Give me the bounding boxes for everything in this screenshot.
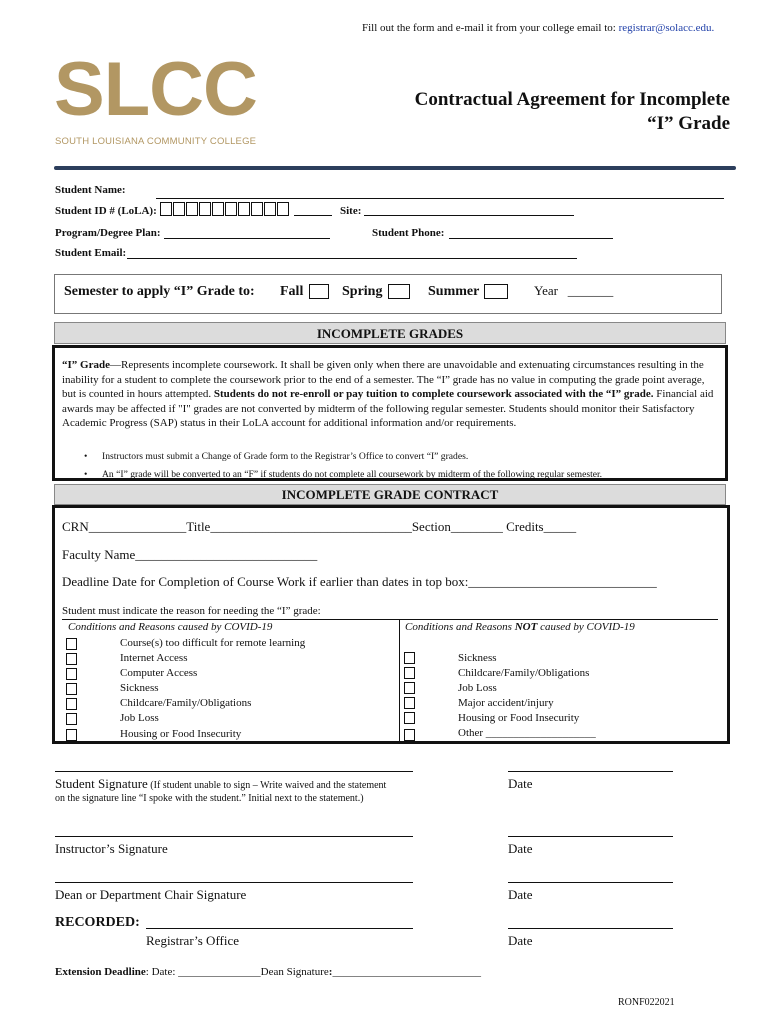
registrar-email-link[interactable]: registrar@solacc.edu. — [618, 22, 715, 34]
covid-reason-checkbox[interactable] — [66, 683, 77, 695]
incomplete-grades-heading: INCOMPLETE GRADES — [54, 322, 726, 344]
site-label: Site: — [340, 205, 362, 217]
email-label: Student Email: — [55, 247, 127, 259]
logo-subtitle: SOUTH LOUISIANA COMMUNITY COLLEGE — [55, 136, 257, 147]
instructor-signature-label: Instructor’s Signature — [55, 841, 168, 856]
list-item: Housing or Food Insecurity — [458, 712, 580, 725]
noncovid-reason-checkbox[interactable] — [404, 667, 415, 679]
list-item: Computer Access — [120, 667, 198, 680]
program-label: Program/Degree Plan: — [55, 227, 161, 239]
student-id-underline — [294, 215, 332, 216]
student-id-label: Student ID # (LoLA): — [55, 205, 157, 217]
noncovid-reason-checkbox[interactable] — [404, 682, 415, 694]
extension-deadline[interactable]: Extension Deadline: Date: _______________Dean Signature:___________________________ — [55, 966, 481, 978]
covid-reason-list — [120, 636, 305, 742]
phone-label: Student Phone: — [372, 227, 445, 239]
faculty-name-field[interactable]: Faculty Name____________________________ — [62, 547, 318, 562]
covid-reason-checkbox[interactable] — [66, 668, 77, 680]
list-item: Internet Access — [120, 652, 188, 665]
program-field[interactable] — [164, 238, 330, 239]
instructor-date-label: Date — [508, 841, 533, 856]
noncovid-heading: Conditions and Reasons NOT caused by COVID-19 — [405, 621, 635, 633]
incomplete-bullets — [84, 448, 724, 484]
bullet-item: • An “I” grade will be converted to an “F” if students do not complete all coursework by midterm of the following regular semester. — [84, 469, 603, 480]
recorded-label: RECORDED: — [55, 915, 140, 930]
instructor-signature-line[interactable] — [55, 836, 413, 837]
crn-title-section-credits[interactable]: CRN_______________Title_______________________________Section________ Credits_____ — [62, 519, 577, 534]
site-field[interactable] — [364, 215, 574, 216]
spring-checkbox[interactable] — [388, 284, 410, 299]
form-title: Contractual Agreement for Incomplete “I” Grade — [414, 89, 730, 134]
contract-heading: INCOMPLETE GRADE CONTRACT — [54, 484, 726, 505]
bullet-item: • Instructors must submit a Change of Grade form to the Registrar’s Office to convert “I” grades. — [84, 451, 469, 462]
covid-reason-checkbox[interactable] — [66, 713, 77, 725]
reason-intro: Student must indicate the reason for needing the “I” grade: — [62, 605, 321, 617]
student-name-label: Student Name: — [55, 184, 126, 196]
semester-fall: Fall — [280, 284, 329, 300]
noncovid-reason-list — [458, 651, 596, 742]
list-item: Sickness — [458, 652, 497, 664]
student-id-boxes[interactable] — [160, 201, 290, 219]
instructor-date-line[interactable] — [508, 836, 673, 837]
incomplete-grades-text: “I” Grade—Represents incomplete coursework. It shall be given only when there are unavoidable and extenuating circumstances resulting in the inability for a student to complete the coursework prior to the end of a semester. The “I” grade has no value in computing the grade point average, but is counted in hours attempted. Students do not re-enroll or pay tuition to complete coursework associated with the “I” grade. Financial aid awards may be affected if "I" grades are not converted by midterm of the following regular semester. Students should monitor their Satisfactory Academic Progress (SAP) status in their LoLA account for additional information and/or requirements. — [62, 359, 714, 430]
list-item: Job Loss — [458, 682, 497, 695]
list-item: Housing or Food Insecurity — [120, 727, 242, 740]
slcc-logo: SLCC — [54, 47, 257, 132]
noncovid-reason-checkbox[interactable] — [404, 652, 415, 664]
semester-spring: Spring — [342, 284, 410, 300]
dean-date-label: Date — [508, 887, 533, 902]
list-item: Other ____________________ — [458, 727, 596, 740]
year-field[interactable]: _______ — [567, 283, 614, 298]
list-item: Sickness — [120, 682, 159, 695]
noncovid-reason-checkbox[interactable] — [404, 729, 415, 741]
title-rule — [54, 166, 736, 170]
semester-label: Semester to apply “I” Grade to: — [64, 284, 255, 299]
reason-rule — [62, 619, 718, 620]
semester-year: Year _______ — [534, 283, 614, 298]
registrar-date-line[interactable] — [508, 928, 673, 929]
list-item: Course(s) too difficult for remote learning — [120, 637, 306, 649]
phone-field[interactable] — [449, 238, 613, 239]
deadline-date-field[interactable]: Deadline Date for Completion of Course Work if earlier than dates in top box:_____________________________ — [62, 574, 657, 589]
list-item: Childcare/Family/Obligations — [458, 667, 590, 680]
recorded-signature-line[interactable] — [146, 928, 413, 929]
reason-divider — [399, 620, 400, 742]
list-item: Job Loss — [120, 712, 159, 725]
fall-checkbox[interactable] — [309, 284, 329, 299]
student-date-label: Date — [508, 776, 533, 791]
covid-heading: Conditions and Reasons caused by COVID-19 — [68, 621, 273, 633]
dean-date-line[interactable] — [508, 882, 673, 883]
semester-summer: Summer — [428, 284, 508, 300]
registrar-date-label: Date — [508, 933, 533, 948]
student-name-field[interactable] — [156, 198, 724, 199]
noncovid-reason-checkbox[interactable] — [404, 712, 415, 724]
noncovid-reason-checkbox[interactable] — [404, 697, 415, 709]
covid-reason-checkbox[interactable] — [66, 653, 77, 665]
email-field[interactable] — [127, 258, 577, 259]
form-code: RONF022021 — [618, 997, 675, 1008]
dean-signature-line[interactable] — [55, 882, 413, 883]
covid-reason-checkbox[interactable] — [66, 638, 77, 650]
covid-reason-checkbox[interactable] — [66, 729, 77, 741]
registrar-label: Registrar’s Office — [146, 933, 240, 948]
dean-signature-label: Dean or Department Chair Signature — [55, 887, 247, 902]
summer-checkbox[interactable] — [484, 284, 508, 299]
list-item: Major accident/injury — [458, 697, 554, 710]
student-signature-line[interactable] — [55, 771, 413, 772]
student-signature-note: on the signature line “I spoke with the student.” Initial next to the statement.) — [55, 793, 364, 804]
student-signature-label: Student Signature (If student unable to sign – Write waived and the statement — [55, 776, 387, 791]
covid-reason-checkbox[interactable] — [66, 698, 77, 710]
list-item: Childcare/Family/Obligations — [120, 697, 252, 710]
student-date-line[interactable] — [508, 771, 673, 772]
header-note: Fill out the form and e-mail it from your college email to: registrar@solacc.edu. — [362, 22, 715, 34]
